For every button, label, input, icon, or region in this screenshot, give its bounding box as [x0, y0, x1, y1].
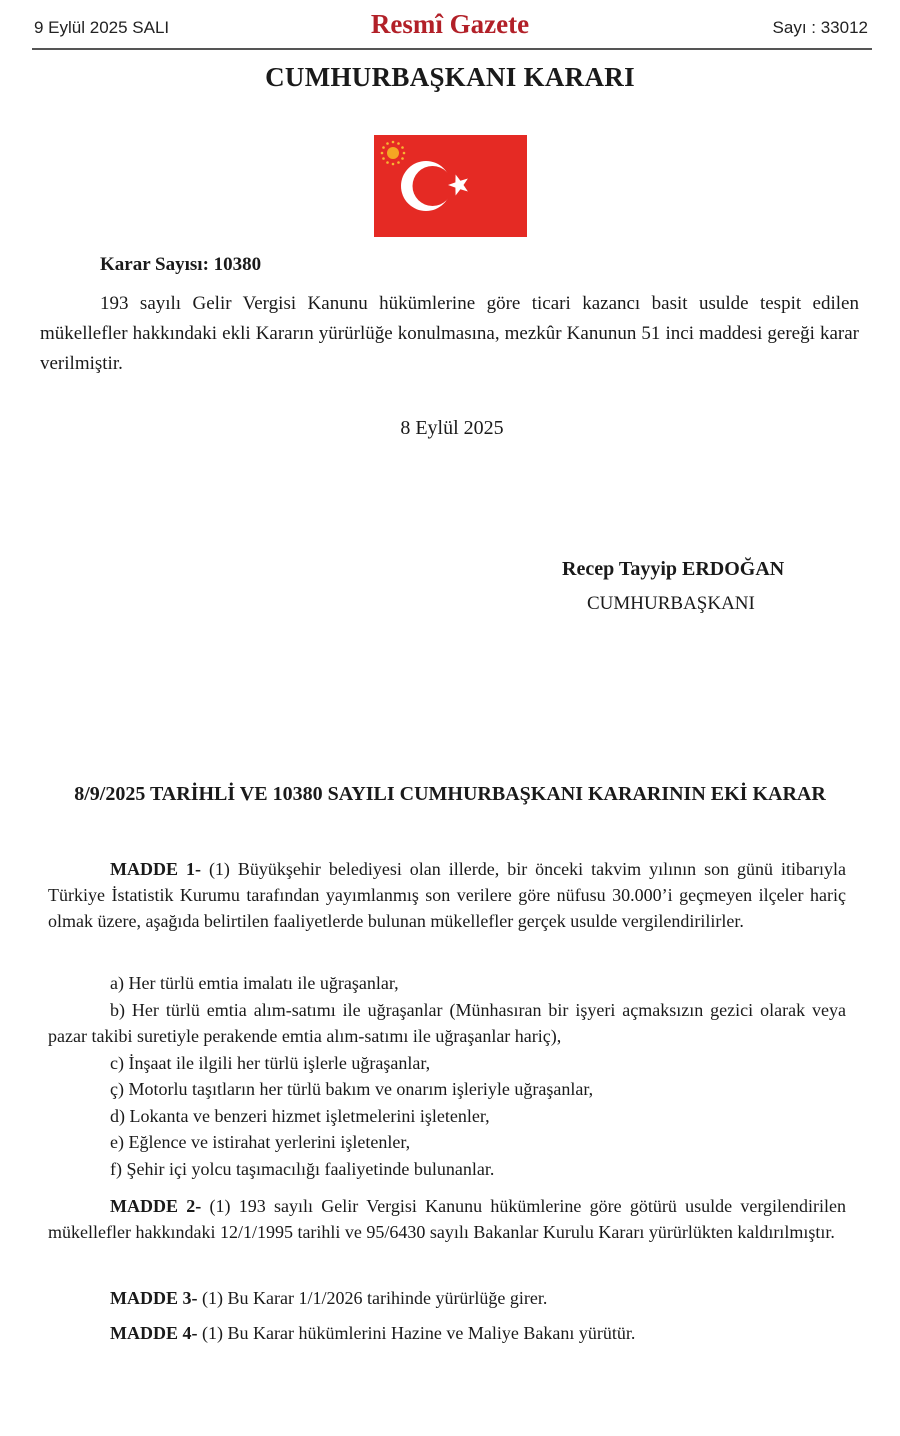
list-item: b) Her türlü emtia alım-satımı ile uğraşanlar (Münhasıran bir işyeri açmaksızın gezici olarak veya pazar takibi suretiyle perakende emtia alım-satımı ile uğraşanlar hariç), — [48, 999, 846, 1046]
document-title: CUMHURBAŞKANI KARARI — [265, 62, 635, 92]
issue-number: Sayı : 33012 — [772, 18, 868, 37]
list-item: ç) Motorlu taşıtların her türlü bakım ve onarım işleriyle uğraşanlar, — [110, 1079, 594, 1099]
article-4 — [48, 1320, 846, 1346]
issue-date: 9 Eylül 2025 SALI — [34, 18, 170, 37]
list-item: a) Her türlü emtia imalatı ile uğraşanlar, — [110, 973, 399, 993]
gazette-title: Resmî Gazete — [370, 9, 530, 39]
article-label: MADDE 2- — [110, 1196, 202, 1216]
article-text: (1) 193 sayılı Gelir Vergisi Kanunu hükümlerine göre götürü usulde vergilendirilen mükellefler hakkındaki 12/1/1995 tarihli ve 95/6430 sayılı Bakanlar Kurulu Kararı yürürlükten kaldırılmıştır. — [48, 1196, 846, 1242]
list-item: c) İnşaat ile ilgili her türlü işlerle uğraşanlar, — [110, 1052, 431, 1073]
article-3 — [48, 1285, 846, 1311]
decision-date: 8 Eylül 2025 — [400, 417, 504, 439]
article-2 — [48, 1193, 846, 1245]
presidential-flag-icon — [374, 135, 527, 237]
annex-title: 8/9/2025 TARİHLİ VE 10380 SAYILI CUMHURBAŞKANI KARARININ EKİ KARAR — [74, 783, 826, 805]
list-item: d) Lokanta ve benzeri hizmet işletmelerini işletenler, — [110, 1105, 490, 1126]
article-label: MADDE 1- — [110, 859, 201, 879]
article-text: (1) Büyükşehir belediyesi olan illerde, bir önceki takvim yılının son günü itibarıyla Türkiye İstatistik Kurumu tarafından yayımlanmış son verilere göre nüfusu 30.000’i geçmeyen ilçeler hariç olmak üzere, aşağıda belirtilen faaliyetlerde bulunan mükellefler gerçek usulde vergilendirilirler. — [48, 859, 846, 931]
signatory-name: Recep Tayyip ERDOĞAN — [562, 558, 785, 580]
article-text: (1) Bu Karar hükümlerini Hazine ve Maliye Bakanı yürütür. — [197, 1323, 636, 1343]
article-1 — [48, 856, 846, 934]
signatory-title: CUMHURBAŞKANI — [587, 593, 755, 614]
article-label: MADDE 4- — [110, 1323, 198, 1343]
article-label: MADDE 3- — [110, 1288, 198, 1308]
header-divider — [32, 48, 872, 50]
decision-number: Karar Sayısı: 10380 — [100, 254, 262, 275]
list-item: f) Şehir içi yolcu taşımacılığı faaliyetinde bulunanlar. — [110, 1158, 495, 1179]
activity-list — [48, 970, 846, 1182]
intro-paragraph: 193 sayılı Gelir Vergisi Kanunu hükümlerine göre ticari kazancı basit usulde tespit edilen mükellefler hakkındaki ekli Kararın yürürlüğe konulmasına, mezkûr Kanunun 51 inci maddesi gereği karar verilmiştir. — [40, 293, 859, 374]
list-item: e) Eğlence ve istirahat yerlerini işletenler, — [110, 1132, 411, 1152]
article-text: (1) Bu Karar 1/1/2026 tarihinde yürürlüğe girer. — [197, 1288, 548, 1308]
